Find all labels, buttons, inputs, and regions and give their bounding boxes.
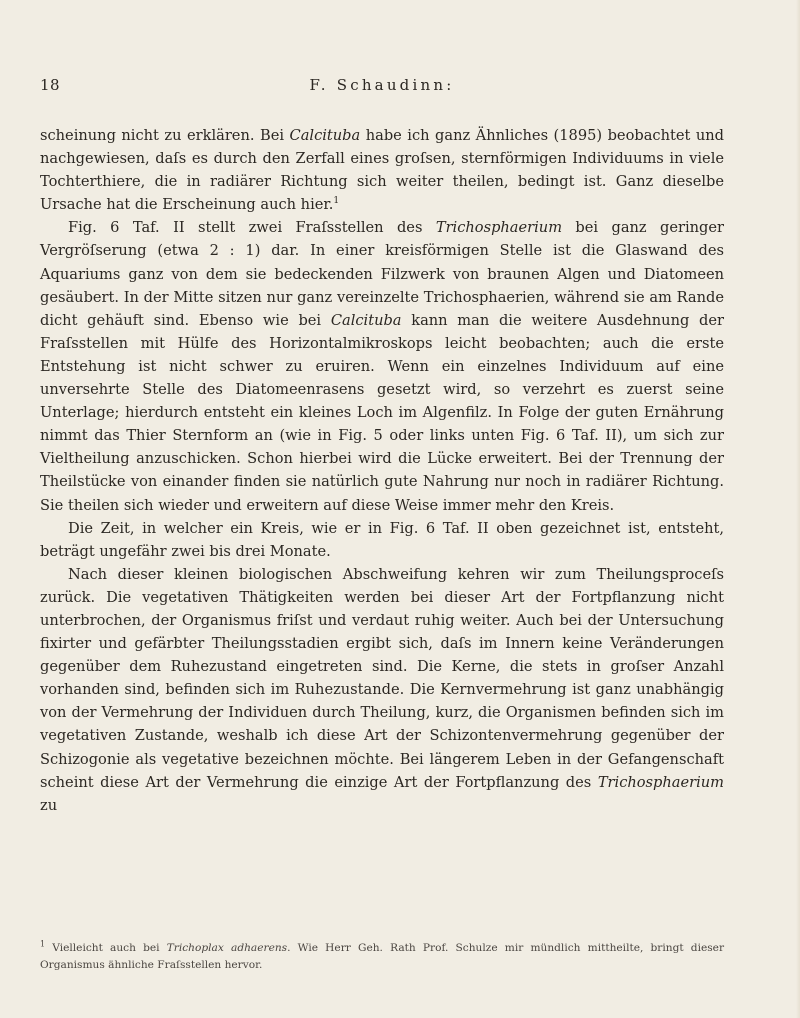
footnote-mark: 1 (40, 939, 46, 949)
paragraph-3: Die Zeit, in welcher ein Kreis, wie er in Fig. 6 Taf. II oben gezeichnet ist, entsteht, beträgt ungefähr zwei bis drei Monate. (40, 519, 724, 560)
page-header (40, 76, 724, 102)
paragraph-1 (40, 124, 724, 216)
footnote (40, 940, 724, 974)
page-number: 18 (40, 76, 61, 94)
running-head: F. Schaudinn: (309, 76, 455, 94)
body-text (40, 124, 724, 817)
paragraph-2: Fig. 6 Taf. II stellt zwei Fraſsstellen des Trichosphaerium bei ganz geringer Vergröſserung (etwa 2 : 1) dar. In einer kreisförmigen Stelle ist die Glaswand des Aquariums ganz von dem sie bedeckenden Filzwerk von braunen Algen und Diatomeen gesäubert. In der Mitte sitzen nur ganz vereinzelte Trichosphaerien, während sie am Rande dicht gehäuft sind. Ebenso wie bei Calcituba kann man die weitere Ausdehnung der Fraſsstellen mit Hülfe des Horizontalmikroskops leicht beobachten; auch die erste Entstehung ist nicht schwer zu eruiren. Wenn ein einzelnes Individuum auf eine unversehrte Stelle des Diatomeenrasens gesetzt wird, so verzehrt es zuerst seine Unterlage; hierdurch entsteht ein kleines Loch im Algenfilz. In Folge der guten Ernährung nimmt das Thier Sternform an (wie in Fig. 5 oder links unten Fig. 6 Taf. II), um sich zur Vieltheilung anzuschicken. Schon hierbei wird die Lücke erweitert. Bei der Trennung der Theilstücke von einander finden sie natürlich gute Nahrung nur noch in radiärer Richtung. Sie theilen sich wieder und erweitern auf diese Weise immer mehr den Kreis. (40, 219, 724, 514)
paragraph-4: Nach dieser kleinen biologischen Abschweifung kehren wir zum Theilungsproceſs zurück. Die vegetativen Thätigkeiten werden bei dieser Art der Fortpflanzung nicht unterbrochen, der Organismus friſst und verdaut ruhig weiter. Auch bei der Untersuchung fixirter und gefärbter Theilungsstadien ergibt sich, daſs im Innern keine Veränderungen gegenüber dem Ruhezustand eingetreten sind. Die Kerne, die stets in groſser Anzahl vorhanden sind, befinden sich im Ruhezustande. Die Kernvermehrung ist ganz unabhängig von der Vermehrung der Individuen durch Theilung, kurz, die Organismen befinden sich im vegetativen Zustande, weshalb ich diese Art der Schizontenvermehrung gegenüber der Schizogonie als vegetative bezeichnen möchte. Bei längerem Leben in der Gefangenschaft scheint diese Art der Vermehrung die einzige Art der Fortpflanzung des Trichosphaerium zu (40, 565, 724, 814)
footnote-reference: 1 (333, 196, 340, 207)
footnote-text: Vielleicht auch bei Trichoplax adhaerens. Wie Herr Geh. Rath Prof. Schulze mir mündlich mittheilte, bringt dieser Organismus ähnliche Fraſsstellen hervor. (40, 942, 725, 971)
page-edge (796, 0, 800, 1018)
paragraph-1-text: scheinung nicht zu erklären. Bei Calcituba habe ich ganz Ähnliches (1895) beobachtet und nachgewiesen, daſs es durch den Zerfall eines groſsen, sternförmigen Individuums in viele Tochterthiere, die in radiärer Richtung sich weiter theilen, bedingt ist. Ganz dieselbe Ursache hat die Erscheinung auch hier. (40, 127, 724, 214)
